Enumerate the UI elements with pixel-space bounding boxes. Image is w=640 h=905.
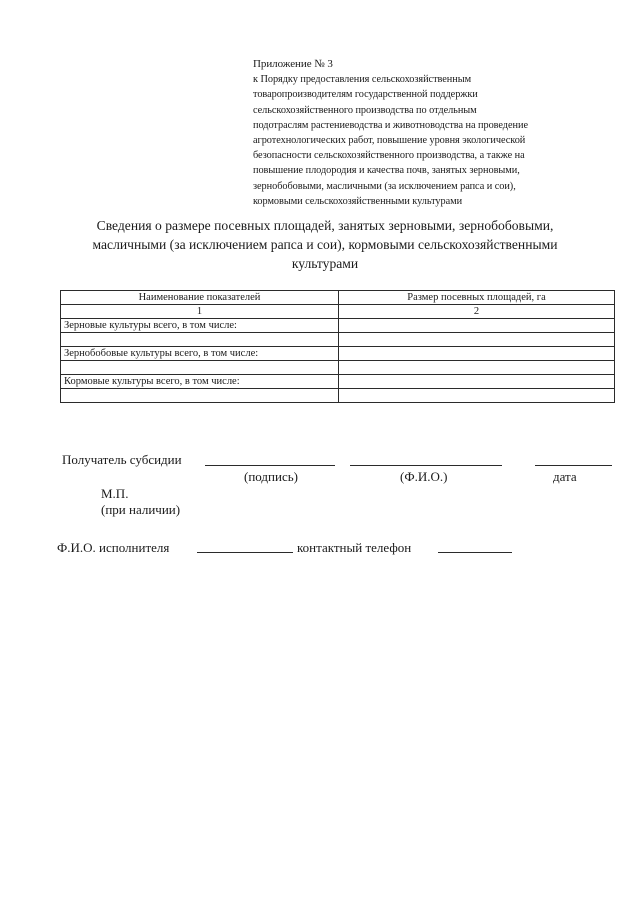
name-line[interactable] (350, 465, 502, 466)
title-line: культурами (291, 256, 359, 271)
title-line: Сведения о размере посевных площадей, занятых зерновыми, зернобобовыми, (96, 218, 554, 233)
table-row (61, 389, 615, 403)
date-line[interactable] (535, 465, 612, 466)
table-row (61, 361, 615, 375)
column-number: 2 (339, 305, 615, 319)
appendix-line: безопасности сельскохозяйственного производства, а также на (253, 150, 525, 162)
appendix-line: агротехнологических работ, повышение уровня экологической (253, 135, 526, 147)
table-row (61, 319, 615, 333)
phone-line[interactable] (438, 552, 512, 553)
stamp-label: М.П. (101, 486, 129, 501)
row-label (61, 333, 339, 347)
appendix-line: подотраслям растениеводства и животноводства на проведение (253, 119, 528, 131)
phone-label: контактный телефон (297, 540, 412, 555)
signature-caption: (подпись) (244, 469, 298, 484)
row-value[interactable] (339, 333, 615, 347)
row-value[interactable] (339, 347, 615, 361)
row-value[interactable] (339, 361, 615, 375)
row-value[interactable] (339, 389, 615, 403)
title-line: масличными (за исключением рапса и сои), кормовыми сельскохозяйственными (92, 237, 558, 252)
appendix-line: к Порядку предоставления сельскохозяйственным (253, 74, 472, 86)
recipient-label: Получатель субсидии (62, 452, 182, 467)
row-label: Кормовые культуры всего, в том числе: (61, 375, 339, 389)
signature-line[interactable] (205, 465, 335, 466)
executor-label: Ф.И.О. исполнителя (57, 540, 170, 555)
row-label: Зернобобовые культуры всего, в том числе: (61, 347, 339, 361)
table-row (61, 347, 615, 361)
table-header-row (61, 291, 615, 305)
row-label: Зерновые культуры всего, в том числе: (61, 319, 339, 333)
stamp-note: (при наличии) (101, 502, 181, 517)
table-row (61, 333, 615, 347)
table-row (61, 375, 615, 389)
appendix-number: Приложение № 3 (253, 58, 333, 70)
column-number: 1 (61, 305, 339, 319)
table-number-row (61, 305, 615, 319)
appendix-line: зернобобовыми, масличными (за исключением рапса и сои), (253, 180, 516, 192)
appendix-line: товаропроизводителям государственной поддержки (253, 89, 478, 101)
document-title (40, 216, 610, 273)
executor-name-line[interactable] (197, 552, 293, 553)
appendix-header (253, 57, 613, 209)
appendix-line: повышение плодородия и качества почв, занятых зерновыми, (253, 165, 520, 177)
appendix-line: кормовыми сельскохозяйственными культурами (253, 195, 463, 207)
header-indicator-name: Наименование показателей (61, 291, 339, 305)
date-caption: дата (553, 469, 577, 484)
row-value[interactable] (339, 319, 615, 333)
name-caption: (Ф.И.О.) (400, 469, 448, 484)
appendix-line: сельскохозяйственного производства по отдельным (253, 104, 477, 116)
sown-area-table (60, 290, 615, 403)
row-label (61, 361, 339, 375)
row-label (61, 389, 339, 403)
row-value[interactable] (339, 375, 615, 389)
header-sown-area: Размер посевных площадей, га (339, 291, 615, 305)
